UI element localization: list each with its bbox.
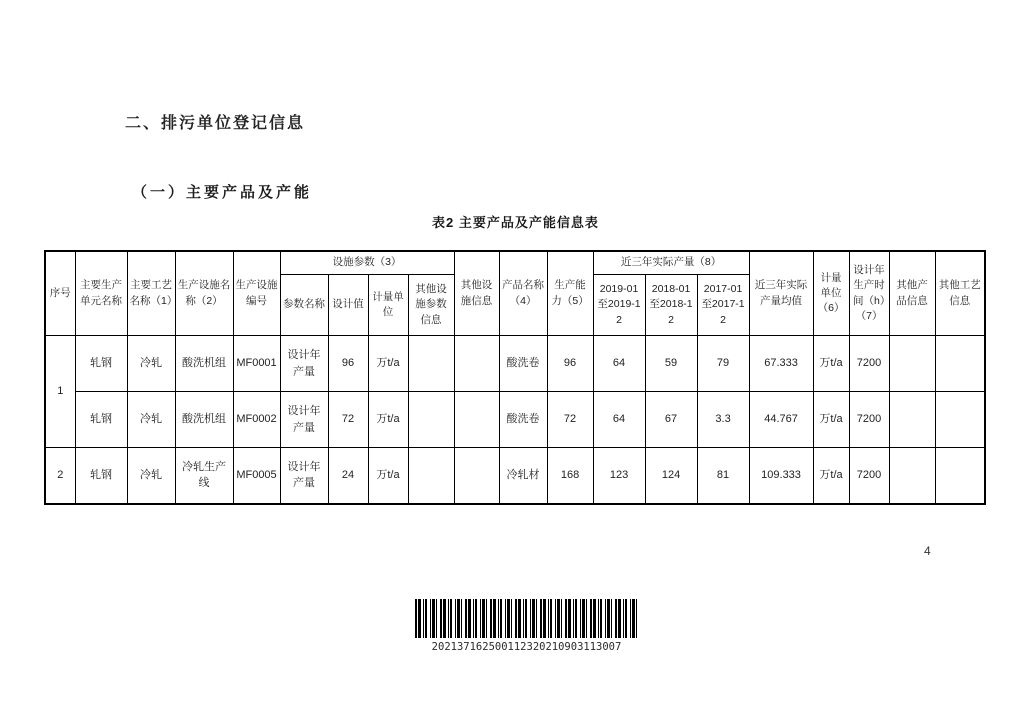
cell-unit-name: 轧钢	[75, 448, 127, 504]
header-other-process-info: 其他工艺信息	[935, 251, 985, 336]
header-design-hours: 设计年生产时间（h）（7）	[849, 251, 889, 336]
section-heading: 二、排污单位登记信息	[125, 115, 306, 132]
cell-param-name: 设计年产量	[280, 392, 328, 448]
cell-design-hours: 7200	[849, 392, 889, 448]
page-number: 4	[924, 544, 931, 558]
cell-design-value: 96	[328, 336, 368, 392]
cell-design-hours: 7200	[849, 448, 889, 504]
products-capacity-table	[44, 250, 986, 505]
cell-y2017: 3.3	[697, 392, 749, 448]
header-y2017: 2017-01至2017-12	[697, 275, 749, 336]
cell-seq: 2	[45, 448, 75, 504]
cell-other-param-info	[408, 336, 454, 392]
cell-unit-name: 轧钢	[75, 336, 127, 392]
header-measure-unit: 计量单位（6）	[813, 251, 849, 336]
cell-other-product-info	[889, 336, 935, 392]
header-facility-no: 生产设施编号	[233, 251, 280, 336]
cell-design-hours: 7200	[849, 336, 889, 392]
cell-facility-no: MF0001	[233, 336, 280, 392]
header-recent-group: 近三年实际产量（8）	[593, 251, 749, 275]
table-row	[45, 448, 985, 504]
table-row	[45, 336, 985, 392]
header-capacity: 生产能力（5）	[547, 251, 593, 336]
cell-other-process-info	[935, 392, 985, 448]
cell-other-product-info	[889, 448, 935, 504]
header-design-value: 设计值	[328, 275, 368, 336]
cell-measure-unit: 万t/a	[813, 448, 849, 504]
cell-capacity: 72	[547, 392, 593, 448]
cell-capacity: 168	[547, 448, 593, 504]
header-y2019: 2019-01至2019-12	[593, 275, 645, 336]
header-unit-name: 主要生产单元名称	[75, 251, 127, 336]
cell-facility-name: 冷轧生产线	[175, 448, 233, 504]
header-avg: 近三年实际产量均值	[749, 251, 813, 336]
cell-y2018: 59	[645, 336, 697, 392]
cell-param-unit: 万t/a	[368, 392, 408, 448]
cell-product-name: 酸洗卷	[499, 336, 547, 392]
cell-y2017: 81	[697, 448, 749, 504]
cell-param-unit: 万t/a	[368, 448, 408, 504]
cell-y2019: 64	[593, 336, 645, 392]
cell-product-name: 酸洗卷	[499, 392, 547, 448]
cell-y2019: 64	[593, 392, 645, 448]
table-row	[45, 392, 985, 448]
cell-design-value: 24	[328, 448, 368, 504]
cell-measure-unit: 万t/a	[813, 336, 849, 392]
cell-facility-name: 酸洗机组	[175, 336, 233, 392]
header-product-name: 产品名称（4）	[499, 251, 547, 336]
cell-other-facility-info	[454, 392, 499, 448]
cell-design-value: 72	[328, 392, 368, 448]
cell-process-name: 冷轧	[127, 448, 175, 504]
header-other-param-info: 其他设施参数信息	[408, 275, 454, 336]
cell-facility-name: 酸洗机组	[175, 392, 233, 448]
subsection-heading: （一）主要产品及产能	[132, 184, 313, 201]
header-seq: 序号	[45, 251, 75, 336]
cell-param-name: 设计年产量	[280, 448, 328, 504]
cell-unit-name: 轧钢	[75, 392, 127, 448]
cell-y2018: 67	[645, 392, 697, 448]
cell-seq: 1	[45, 336, 75, 448]
header-y2018: 2018-01至2018-12	[645, 275, 697, 336]
cell-measure-unit: 万t/a	[813, 392, 849, 448]
header-param-group: 设施参数（3）	[280, 251, 454, 275]
cell-avg: 44.767	[749, 392, 813, 448]
cell-other-param-info	[408, 392, 454, 448]
header-other-product-info: 其他产品信息	[889, 251, 935, 336]
cell-avg: 67.333	[749, 336, 813, 392]
cell-other-param-info	[408, 448, 454, 504]
cell-other-process-info	[935, 336, 985, 392]
table-title: 表2 主要产品及产能信息表	[432, 215, 599, 230]
cell-other-facility-info	[454, 336, 499, 392]
cell-other-process-info	[935, 448, 985, 504]
cell-facility-no: MF0002	[233, 392, 280, 448]
cell-process-name: 冷轧	[127, 336, 175, 392]
barcode-text: 202137162500112320210903113007	[431, 641, 622, 653]
cell-other-facility-info	[454, 448, 499, 504]
cell-process-name: 冷轧	[127, 392, 175, 448]
header-param-unit: 计量单位	[368, 275, 408, 336]
cell-param-name: 设计年产量	[280, 336, 328, 392]
cell-y2017: 79	[697, 336, 749, 392]
cell-product-name: 冷轧材	[499, 448, 547, 504]
cell-capacity: 96	[547, 336, 593, 392]
header-process-name: 主要工艺名称（1）	[127, 251, 175, 336]
cell-avg: 109.333	[749, 448, 813, 504]
cell-param-unit: 万t/a	[368, 336, 408, 392]
header-param-name: 参数名称	[280, 275, 328, 336]
cell-facility-no: MF0005	[233, 448, 280, 504]
header-facility-name: 生产设施名称（2）	[175, 251, 233, 336]
header-other-facility-info: 其他设施信息	[454, 251, 499, 336]
cell-y2018: 124	[645, 448, 697, 504]
cell-y2019: 123	[593, 448, 645, 504]
cell-other-product-info	[889, 392, 935, 448]
barcode-image	[415, 599, 638, 638]
